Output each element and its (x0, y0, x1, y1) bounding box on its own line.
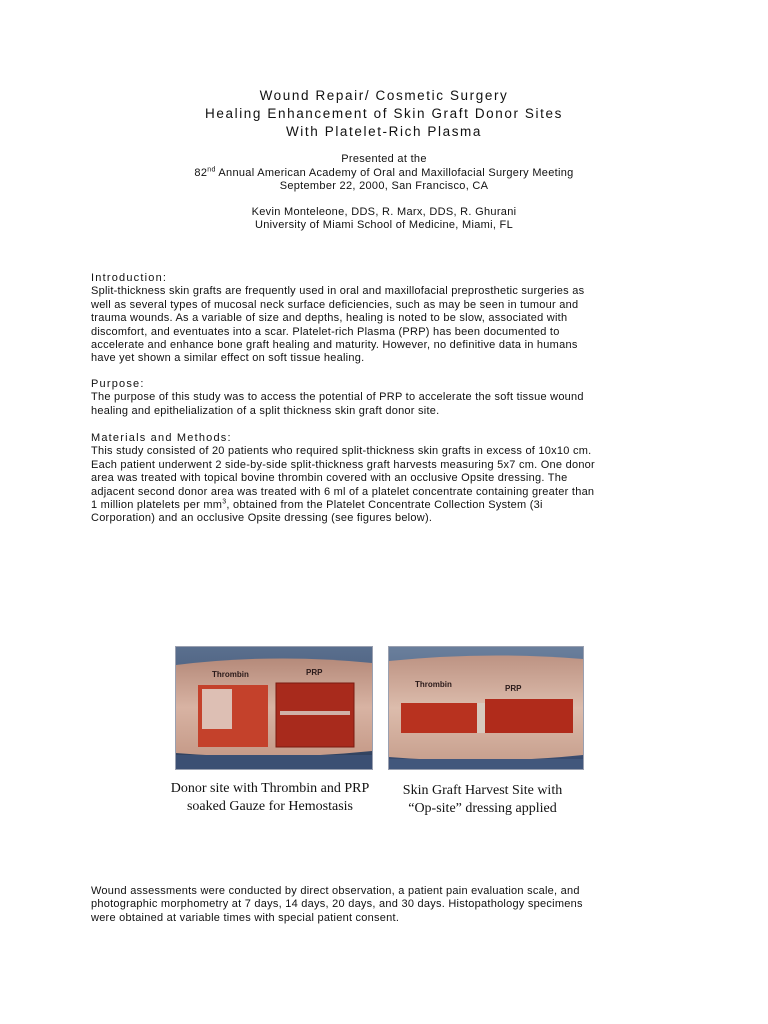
meeting-name-line (0, 167, 768, 181)
introduction-heading: Introduction: (91, 272, 168, 284)
meeting-ordinal-suffix: nd (207, 165, 216, 173)
introduction-line: Split-thickness skin grafts are frequently used in oral and maxillofacial preprosthetic surgeries as (91, 285, 585, 298)
donor-site-photo-image (176, 647, 372, 769)
presentation-info (0, 153, 768, 233)
purpose-line: healing and epithelialization of a split thickness skin graft donor site. (91, 404, 440, 417)
introduction-line: have yet shown a similar effect on soft tissue healing. (91, 352, 365, 365)
caption-line: Donor site with Thrombin and PRP (170, 781, 370, 796)
photo-label-thrombin: Thrombin (415, 680, 452, 689)
caption-line: Skin Graft Harvest Site with (402, 783, 563, 798)
methods-line: This study consisted of 20 patients who required split-thickness skin grafts in excess of 10x10 cm. (91, 445, 592, 458)
purpose-section (91, 378, 691, 418)
methods-line-part: 1 million platelets per mm (91, 499, 223, 512)
caption-line: soaked Gauze for Hemostasis (186, 799, 353, 814)
figure-caption-harvest-site (380, 782, 585, 818)
title-subtitle: With Platelet-Rich Plasma (285, 124, 483, 139)
presented-at: Presented at the (341, 153, 427, 165)
title-block (0, 87, 768, 141)
author-names: Kevin Monteleone, DDS, R. Marx, DDS, R. Ghurani (251, 205, 517, 218)
methods-heading: Materials and Methods: (91, 432, 232, 444)
purpose-line: The purpose of this study was to access the potential of PRP to accelerate the soft tissue wound (91, 391, 584, 404)
photo-label-prp: PRP (306, 668, 323, 677)
harvest-site-photo (388, 646, 584, 770)
introduction-section (91, 272, 691, 366)
methods-line (91, 499, 691, 512)
photo-label-prp: PRP (505, 684, 522, 693)
caption-line: “Op-site” dressing applied (408, 801, 557, 816)
introduction-line: accelerate and enhance bone graft healing and maturity. However, no definitive data in humans (91, 339, 578, 352)
donor-site-photo (175, 646, 373, 770)
author-affiliation: University of Miami School of Medicine, Miami, FL (255, 219, 513, 231)
introduction-line: trauma wounds. As a variable of size and depths, healing is noted to be slow, associated with (91, 312, 568, 325)
introduction-line: well as several types of mucosal neck surface deficiencies, such as may be seen in tumour and (91, 298, 579, 311)
methods-line: area was treated with topical bovine thrombin covered with an occlusive Opsite dressing. The (91, 472, 568, 485)
assessment-line: photographic morphometry at 7 days, 14 days, 20 days, and 30 days. Histopathology specimens (91, 898, 583, 911)
methods-line-part: , obtained from the Platelet Concentrate Collection System (3i (226, 499, 543, 512)
meeting-date-location: September 22, 2000, San Francisco, CA (279, 180, 489, 192)
harvest-site-photo-image (389, 647, 583, 769)
introduction-line: discomfort, and eventuates into a scar. Platelet-rich Plasma (PRP) has been documented to (91, 325, 560, 338)
methods-line: Corporation) and an occlusive Opsite dressing (see figures below). (91, 512, 433, 525)
figure-caption-donor-site (155, 780, 385, 816)
methods-line: Each patient underwent 2 side-by-side split-thickness graft harvests measuring 5x7 cm. One donor (91, 458, 595, 471)
methods-line: adjacent second donor area was treated with 6 ml of a platelet concentrate containing greater than (91, 485, 595, 498)
photo-label-thrombin: Thrombin (212, 670, 249, 679)
purpose-heading: Purpose: (91, 378, 145, 390)
title-category: Wound Repair/ Cosmetic Surgery (259, 88, 509, 103)
assessment-line: were obtained at variable times with special patient consent. (91, 911, 400, 924)
meeting-name: Annual American Academy of Oral and Maxillofacial Surgery Meeting (215, 166, 574, 179)
cubic-superscript: 3 (222, 498, 227, 506)
methods-section (91, 432, 691, 526)
title-main: Healing Enhancement of Skin Graft Donor Sites (205, 106, 563, 121)
meeting-number: 82 (194, 166, 208, 179)
assessment-section (91, 885, 691, 925)
assessment-line: Wound assessments were conducted by direct observation, a patient pain evaluation scale, and (91, 885, 580, 897)
